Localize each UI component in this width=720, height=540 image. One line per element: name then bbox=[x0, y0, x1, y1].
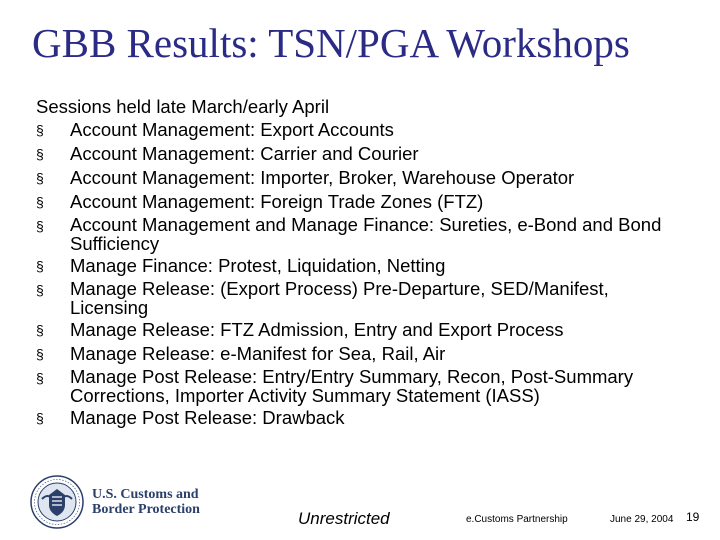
list-item bbox=[36, 367, 676, 405]
list-item bbox=[36, 255, 676, 277]
workshop-list bbox=[36, 119, 676, 429]
list-item bbox=[36, 343, 676, 365]
agency-name bbox=[92, 487, 200, 517]
list-item-text: Manage Release: FTZ Admission, Entry and Export Process bbox=[70, 319, 564, 340]
list-item-text: Account Management: Foreign Trade Zones (FTZ) bbox=[70, 191, 484, 212]
bullet-icon: § bbox=[36, 370, 44, 386]
list-item bbox=[36, 143, 676, 165]
list-item-text: Manage Release: (Export Process) Pre-Departure, SED/Manifest, Licensing bbox=[70, 278, 609, 318]
footer-partnership: e.Customs Partnership bbox=[466, 514, 568, 525]
agency-name-line: U.S. Customs and bbox=[92, 487, 199, 502]
list-item-text: Account Management: Export Accounts bbox=[70, 119, 394, 140]
list-item-text: Account Management: Carrier and Courier bbox=[70, 143, 419, 164]
agency-name-line: Border Protection bbox=[92, 502, 200, 517]
list-item bbox=[36, 319, 676, 341]
bullet-icon: § bbox=[36, 146, 44, 162]
list-item-text: Manage Post Release: Drawback bbox=[70, 407, 345, 428]
classification-label: Unrestricted bbox=[298, 509, 390, 528]
bullet-icon: § bbox=[36, 122, 44, 138]
list-item bbox=[36, 407, 676, 429]
bullet-icon: § bbox=[36, 410, 44, 426]
list-item-text: Account Management and Manage Finance: Sureties, e-Bond and Bond Sufficiency bbox=[70, 214, 662, 254]
list-item-text: Manage Post Release: Entry/Entry Summary, Recon, Post-Summary Corrections, Importer Activity Summary Statement (IASS) bbox=[70, 366, 634, 406]
slide-body bbox=[36, 95, 676, 431]
list-item-text: Manage Release: e-Manifest for Sea, Rail, Air bbox=[70, 343, 446, 364]
list-item-text: Account Management: Importer, Broker, Warehouse Operator bbox=[70, 167, 575, 188]
bullet-icon: § bbox=[36, 322, 44, 338]
bullet-icon: § bbox=[36, 194, 44, 210]
bullet-icon: § bbox=[36, 346, 44, 362]
bullet-icon: § bbox=[36, 282, 44, 298]
list-item bbox=[36, 119, 676, 141]
list-item bbox=[36, 167, 676, 189]
bullet-icon: § bbox=[36, 218, 44, 234]
bullet-icon: § bbox=[36, 258, 44, 274]
cbp-logo bbox=[30, 475, 200, 529]
slide-title: GBB Results: TSN/PGA Workshops bbox=[32, 20, 630, 66]
list-item bbox=[36, 215, 676, 253]
bullet-icon: § bbox=[36, 170, 44, 186]
dhs-seal-icon bbox=[30, 475, 84, 529]
intro-text: Sessions held late March/early April bbox=[36, 96, 330, 117]
page-number: 19 bbox=[686, 510, 700, 524]
list-item bbox=[36, 191, 676, 213]
list-item bbox=[36, 279, 676, 317]
list-item-text: Manage Finance: Protest, Liquidation, Netting bbox=[70, 255, 446, 276]
footer-date: June 29, 2004 bbox=[610, 514, 674, 525]
